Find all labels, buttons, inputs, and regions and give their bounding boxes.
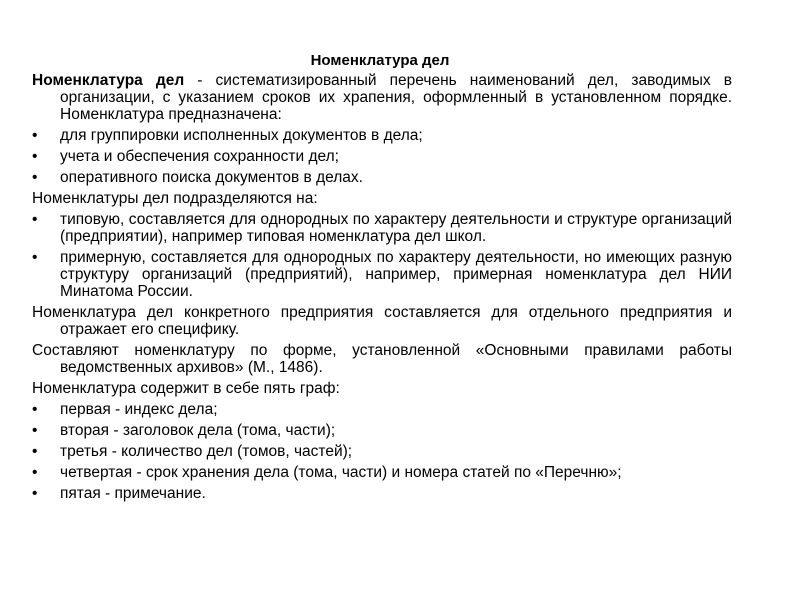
slide-title: Номенклатура дел xyxy=(310,52,450,69)
columns-heading: Номенклатура содержит в себе пять граф: xyxy=(32,380,340,397)
intro-definition: - систематизированный перечень наименований дел, заводимых в организации, с указанием сроков их храпения, оформленный в установленном порядке. Номенклатура предназначена: xyxy=(60,72,732,123)
bullet-icon: • xyxy=(32,169,38,186)
bullet-icon: • xyxy=(32,422,38,439)
list-item: • третья - количество дел (томов, частей); xyxy=(32,443,353,460)
intro-paragraph xyxy=(32,72,732,123)
list-item: • пятая - примечание. xyxy=(32,485,206,502)
list-item: • первая - индекс дела; xyxy=(32,401,218,418)
list-item: • четвертая - срок хранения дела (тома, части) и номера статей по «Перечню»; xyxy=(32,464,622,481)
bullet-icon: • xyxy=(32,464,38,481)
bullet-icon: • xyxy=(32,148,38,165)
list-item: • типовую, составляется для однородных по характеру деятельности и структуре организаций (предприятии), например типовая номенклатура дел школ. xyxy=(32,211,732,245)
list-item: • примерную, составляется для однородных по характеру деятельности, но имеющих разную структуру организаций (предприятий), например, примерная номенклатура дел НИИ Минатома России. xyxy=(32,249,732,300)
bullet-icon: • xyxy=(32,485,38,502)
bullet-icon: • xyxy=(32,249,38,266)
types-heading: Номенклатуры дел подразделяются на: xyxy=(32,190,318,207)
bullet-icon: • xyxy=(32,443,38,460)
bullet-icon: • xyxy=(32,401,38,418)
bullet-icon: • xyxy=(32,127,38,144)
list-item: • оперативного поиска документов в делах. xyxy=(32,169,363,186)
bullet-icon: • xyxy=(32,211,38,228)
intro-term: Номенклатура дел xyxy=(32,72,185,89)
list-item: • учета и обеспечения сохранности дел; xyxy=(32,148,339,165)
list-item: • вторая - заголовок дела (тома, части); xyxy=(32,422,336,439)
specific-paragraph: Номенклатура дел конкретного предприятия составляется для отдельного предприятия и отражает его специфику. xyxy=(32,304,732,338)
slide-content xyxy=(32,72,732,506)
form-paragraph: Составляют номенклатуру по форме, установленной «Основными правилами работы ведомственных архивов» (М., 1486). xyxy=(32,342,732,376)
list-item: • для группировки исполненных документов в дела; xyxy=(32,127,423,144)
